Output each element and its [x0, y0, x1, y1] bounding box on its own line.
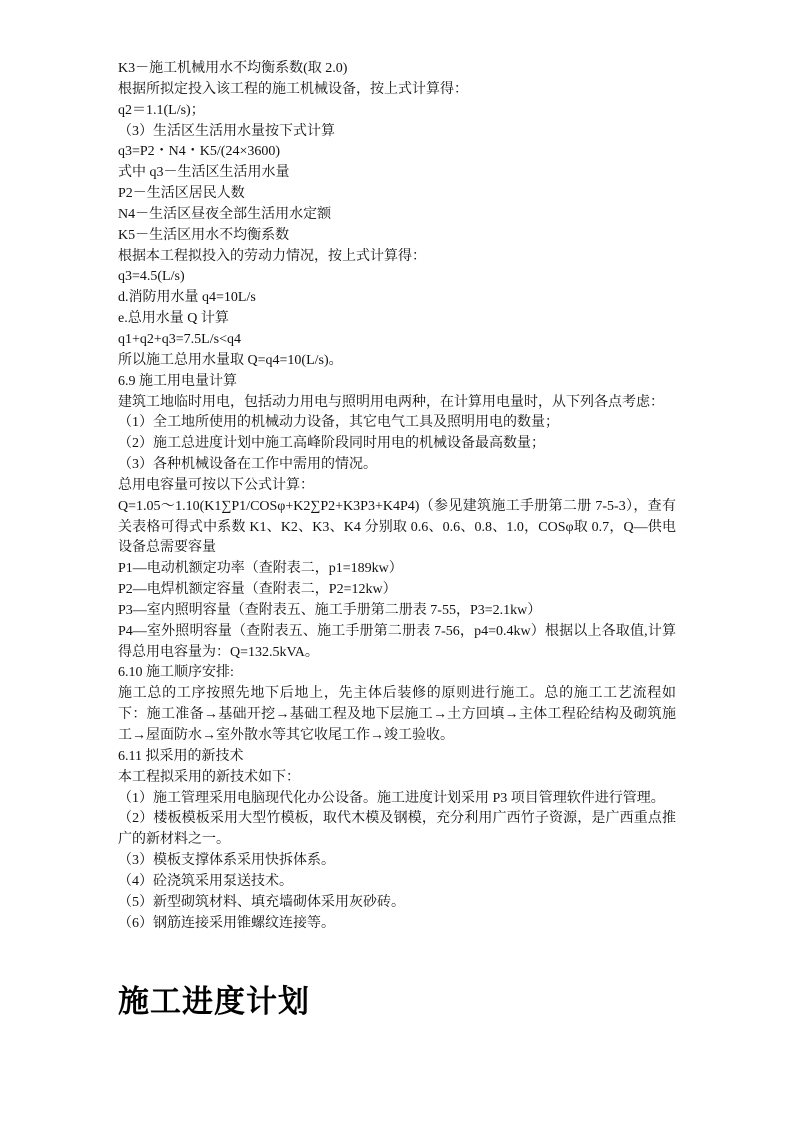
paragraph: Q=1.05～1.10(K1∑P1/COSφ+K2∑P2+K3P3+K4P4)（参见建筑施工手册第二册 7-5-3），查有关表格可得式中系数 K1、K2、K3、K4 分别取 0.6、0.6、0.8、1.0，COSφ取 0.7，Q—供电设备总需要容量 — [118, 498, 676, 556]
paragraph: （1）施工管理采用电脑现代化办公设备。施工进度计划采用 P3 项目管理软件进行管理。 — [118, 790, 665, 806]
paragraph: （2）楼板模板采用大型竹模板，取代木模及钢模，充分利用广西竹子资源，是广西重点推广的新材料之一。 — [118, 811, 676, 848]
paragraph: 6.11 拟采用的新技术 — [118, 748, 244, 764]
paragraph: 总用电容量可按以下公式计算： — [118, 477, 314, 493]
paragraph: P2－生活区居民人数 — [118, 186, 245, 202]
paragraph: 所以施工总用水量取 Q=q4=10(L/s)。 — [118, 352, 343, 368]
paragraph: N4－生活区昼夜全部生活用水定额 — [118, 206, 332, 222]
paragraph: K5－生活区用水不均衡系数 — [118, 227, 290, 243]
paragraph: （3）各种机械设备在工作中需用的情况。 — [118, 457, 377, 473]
paragraph: 本工程拟采用的新技术如下： — [118, 769, 300, 785]
paragraph: 6.9 施工用电量计算 — [118, 373, 237, 389]
section-heading: 施工进度计划 — [118, 984, 310, 1020]
paragraph: 建筑工地临时用电，包括动力用电与照明用电两种，在计算用电量时，从下列各点考虑： — [118, 394, 664, 410]
paragraph: q1+q2+q3=7.5L/s<q4 — [118, 331, 241, 347]
paragraph: （5）新型砌筑材料、填充墙砌体采用灰砂砖。 — [118, 894, 405, 910]
paragraph: （3）生活区生活用水量按下式计算 — [118, 123, 335, 139]
paragraph: 6.10 施工顺序安排: — [118, 665, 234, 681]
paragraph: K3－施工机械用水不均衡系数(取 2.0) — [118, 61, 348, 76]
paragraph: P3—室内照明容量（查附表五、施工手册第二册表 7-55，P3=2.1kw） — [118, 602, 542, 618]
paragraph: 根据本工程拟投入的劳动力情况，按上式计算得： — [118, 248, 426, 264]
paragraph: P4—室外照明容量（查附表五、施工手册第二册表 7-56，p4=0.4kw）根据以上各取值,计算得总用电容量为：Q=132.5kVA。 — [118, 623, 676, 660]
paragraph: P2—电焊机额定容量（查附表二，P2=12kw） — [118, 582, 397, 598]
paragraph: e.总用水量 Q 计算 — [118, 311, 229, 327]
paragraph: （6）钢筋连接采用锥螺纹连接等。 — [118, 915, 335, 931]
paragraph: 施工总的工序按照先地下后地上，先主体后装修的原则进行施工。总的施工工艺流程如下：施工准备→基础开挖→基础工程及地下层施工→土方回填→主体工程砼结构及砌筑施工→屋面防水→室外散水等其它收尾工作→竣工验收。 — [118, 686, 676, 743]
paragraph: （2）施工总进度计划中施工高峰阶段同时用电的机械设备最高数量； — [118, 436, 545, 452]
paragraph: P1—电动机额定功率（查附表二，p1=189kw） — [118, 561, 403, 577]
paragraph: q3=4.5(L/s) — [118, 269, 185, 285]
paragraph: d.消防用水量 q4=10L/s — [118, 290, 256, 306]
paragraph: 式中 q3－生活区生活用水量 — [118, 165, 290, 181]
paragraph: q2＝1.1(L/s)； — [118, 102, 205, 118]
paragraph: （4）砼浇筑采用泵送技术。 — [118, 873, 293, 889]
paragraph: 根据所拟定投入该工程的施工机械设备，按上式计算得： — [118, 81, 468, 97]
document-body — [118, 59, 676, 934]
paragraph: （1）全工地所使用的机械动力设备，其它电气工具及照明用电的数量； — [118, 415, 559, 431]
paragraph: （3）模板支撑体系采用快拆体系。 — [118, 853, 335, 869]
paragraph: q3=P2・N4・K5/(24×3600) — [118, 144, 281, 160]
